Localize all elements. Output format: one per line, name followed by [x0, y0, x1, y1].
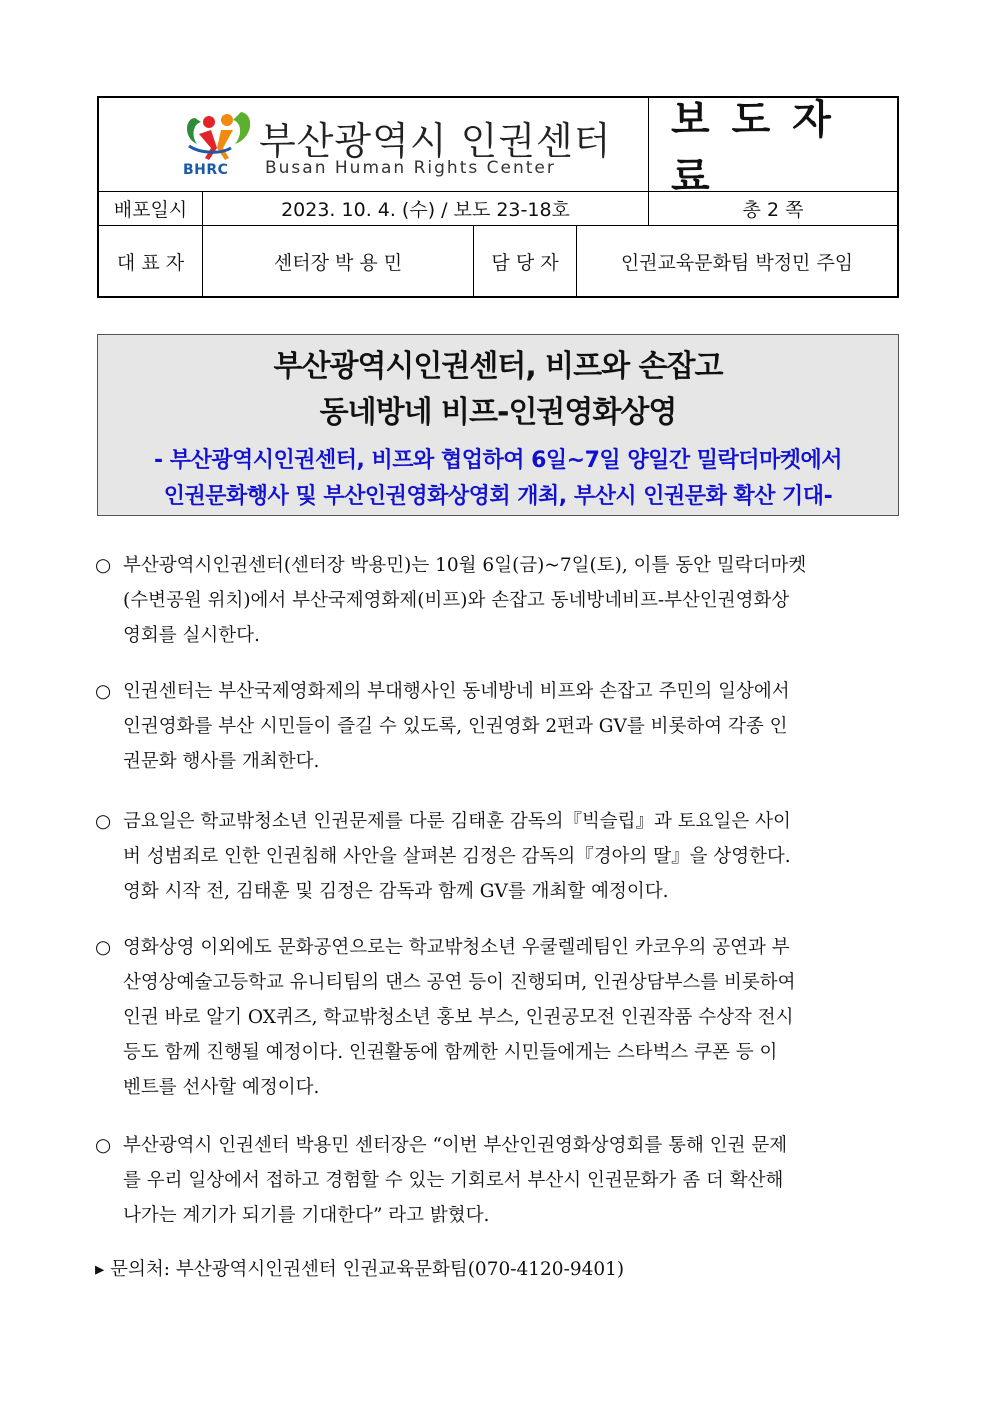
headline-line-2: 동네방네 비프-인권영화상영	[319, 395, 677, 430]
header-row-contacts	[99, 226, 897, 296]
page-count: 총 2 쪽	[648, 192, 897, 225]
body-paragraph-5	[95, 1128, 905, 1233]
contact-person-label: 담 당 자	[473, 226, 576, 296]
paragraph-line: 산영상예술고등학교 유니티팀의 댄스 공연 등이 진행되며, 인권상담부스를 비롯하여	[123, 972, 796, 993]
paragraph-bullet: ○	[95, 811, 112, 832]
paragraph-line: 권문화 행사를 개최한다.	[123, 751, 320, 772]
release-value: 2023. 10. 4. (수) / 보도 23-18호	[202, 192, 648, 225]
paragraph-bullet: ○	[95, 937, 112, 958]
paragraph-line: 인권센터는 부산국제영화제의 부대행사인 동네방네 비프와 손잡고 주민의 일상에서	[123, 681, 790, 702]
paragraph-line: 버 성범죄로 인한 인권침해 사안을 살펴본 김정은 감독의『경아의 딸』을 상영한다.	[123, 846, 791, 867]
inquiry-contact-line: ▸ 문의처: 부산광역시인권센터 인권교육문화팀(070-4120-9401)	[95, 1259, 625, 1280]
paragraph-line: 인권 바로 알기 OX퀴즈, 학교밖청소년 홍보 부스, 인권공모전 인권작품 수상작 전시	[123, 1007, 794, 1028]
press-release-header-table	[97, 96, 899, 298]
contact-person-value: 인권교육문화팀 박정민 주임	[576, 226, 897, 296]
paragraph-line: 영화상영 이외에도 문화공연으로는 학교밖청소년 우쿨렐레팀인 카코우의 공연과 부	[123, 937, 790, 958]
subheadline-line-1: - 부산광역시인권센터, 비프와 협업하여 6일~7일 양일간 밀락더마켓에서	[153, 448, 843, 473]
headline-box	[97, 334, 899, 516]
body-paragraph-3	[95, 804, 905, 909]
paragraph-line: 인권영화를 부산 시민들이 즐길 수 있도록, 인권영화 2편과 GV를 비롯하여 각종 인	[123, 716, 788, 737]
paragraph-line: (수변공원 위치)에서 부산국제영화제(비프)와 손잡고 동네방네비프-부산인권영화상	[123, 590, 790, 611]
paragraph-line: 나가는 계기가 되기를 기대한다” 라고 밝혔다.	[123, 1205, 490, 1226]
org-name-en: Busan Human Rights Center	[265, 158, 556, 178]
release-label: 배포일시	[113, 199, 188, 221]
paragraph-bullet: ○	[95, 681, 112, 702]
doc-type-label: 보도자료	[648, 98, 897, 191]
body-paragraph-2	[95, 674, 905, 779]
paragraph-bullet: ○	[95, 555, 112, 576]
representative-label: 대 표 자	[116, 251, 185, 274]
org-name-ko: 부산광역시 인권센터	[259, 119, 612, 163]
paragraph-line: 영화 시작 전, 김태훈 및 김정은 감독과 함께 GV를 개최할 예정이다.	[123, 881, 669, 902]
header-row-logo	[99, 96, 897, 200]
paragraph-line: 영회를 실시한다.	[123, 625, 260, 646]
body-paragraph-4	[95, 930, 905, 1105]
paragraph-line: 부산광역시인권센터(센터장 박용민)는 10월 6일(금)~7일(토), 이틀 동안 밀락더마켓	[123, 555, 807, 576]
paragraph-line: 등도 함께 진행될 예정이다. 인권활동에 함께한 시민들에게는 스타벅스 쿠폰 등 이	[123, 1042, 778, 1063]
bhrc-logo-icon	[181, 108, 257, 164]
header-row-release	[99, 192, 897, 226]
headline-line-1: 부산광역시인권센터, 비프와 손잡고	[273, 349, 723, 384]
org-abbr: BHRC	[183, 162, 229, 178]
representative-value: 센터장 박 용 민	[202, 226, 473, 296]
paragraph-line: 벤트를 선사할 예정이다.	[123, 1077, 320, 1098]
logo-cell	[99, 98, 648, 191]
body-paragraph-1	[95, 548, 905, 653]
paragraph-line: 를 우리 일상에서 접하고 경험할 수 있는 기회로서 부산시 인권문화가 좀 더 확산해	[123, 1170, 784, 1191]
paragraph-line: 금요일은 학교밖청소년 인권문제를 다룬 김태훈 감독의『빅슬립』과 토요일은 사이	[123, 811, 791, 832]
org-logo	[181, 108, 612, 186]
subheadline-line-2: 인권문화행사 및 부산인권영화상영회 개최, 부산시 인권문화 확산 기대-	[163, 484, 833, 509]
paragraph-bullet: ○	[95, 1135, 112, 1156]
paragraph-line: 부산광역시 인권센터 박용민 센터장은 “이번 부산인권영화상영회를 통해 인권 문제	[123, 1135, 788, 1156]
